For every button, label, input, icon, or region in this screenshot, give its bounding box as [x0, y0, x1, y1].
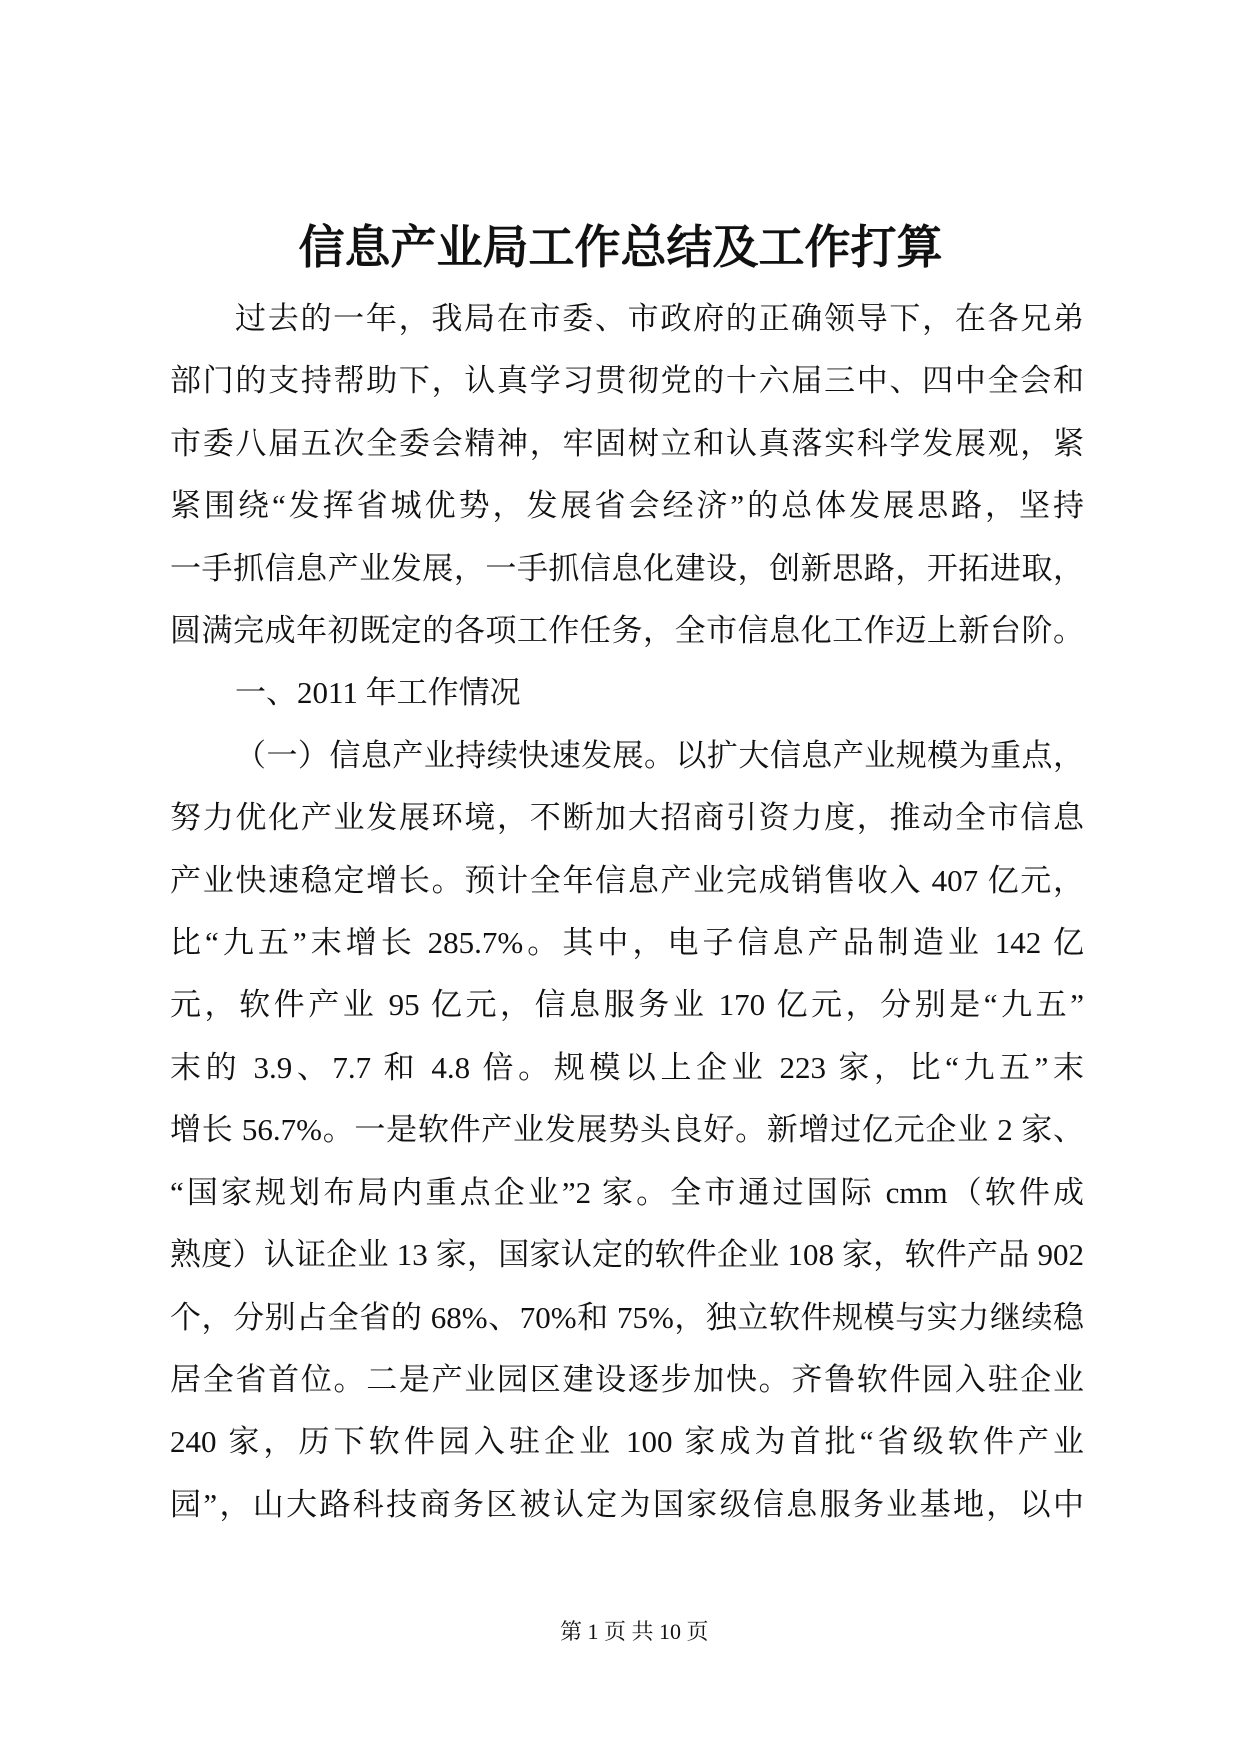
paragraph-line: 过去的一年，我局在市委、市政府的正确领导下，在各兄弟 — [235, 301, 1084, 336]
paragraph-line: 熟度）认证企业 13 家，国家认定的软件企业 108 家，软件产品 902 — [170, 1237, 1084, 1273]
paragraph-line: 园”，山大路科技商务区被认定为国家级信息服务业基地，以中 — [170, 1486, 1084, 1522]
paragraph-line: （一）信息产业持续快速发展。以扩大信息产业规模为重点， — [235, 737, 1084, 773]
paragraph-line: “国家规划布局内重点企业”2 家。全市通过国际 cmm（软件成 — [170, 1174, 1084, 1210]
paragraph-line: 努力优化产业发展环境，不断加大招商引资力度，推动全市信息 — [170, 800, 1084, 836]
paragraph-line: 个，分别占全省的 68%、70%和 75%，独立软件规模与实力继续稳 — [170, 1299, 1084, 1335]
section-heading: 一、2011 年工作情况 — [235, 675, 521, 711]
paragraph-line: 增长 56.7%。一是软件产业发展势头良好。新增过亿元企业 2 家、 — [170, 1112, 1084, 1148]
paragraph-line: 240 家，历下软件园入驻企业 100 家成为首批“省级软件产业 — [170, 1424, 1084, 1460]
page-number-footer: 第 1 页 共 10 页 — [560, 1619, 709, 1644]
paragraph-line: 比“九五”末增长 285.7%。其中，电子信息产品制造业 142 亿 — [170, 925, 1084, 961]
paragraph-line: 部门的支持帮助下，认真学习贯彻党的十六届三中、四中全会和 — [170, 363, 1084, 399]
paragraph-line: 居全省首位。二是产业园区建设逐步加快。齐鲁软件园入驻企业 — [170, 1361, 1084, 1397]
paragraph-line: 市委八届五次全委会精神，牢固树立和认真落实科学发展观，紧 — [170, 425, 1084, 461]
paragraph-line: 元，软件产业 95 亿元，信息服务业 170 亿元，分别是“九五” — [170, 987, 1084, 1023]
paragraph-line: 一手抓信息产业发展，一手抓信息化建设，创新思路，开拓进取， — [170, 550, 1084, 586]
paragraph-line: 圆满完成年初既定的各项工作任务，全市信息化工作迈上新台阶。 — [170, 613, 1084, 649]
document-title: 信息产业局工作总结及工作打算 — [298, 222, 943, 273]
paragraph-line: 产业快速稳定增长。预计全年信息产业完成销售收入 407 亿元， — [170, 862, 1084, 898]
paragraph-line: 末的 3.9、7.7 和 4.8 倍。规模以上企业 223 家，比“九五”末 — [170, 1049, 1084, 1085]
paragraph-line: 紧围绕“发挥省城优势，发展省会经济”的总体发展思路，坚持 — [170, 488, 1084, 524]
document-body — [170, 288, 1084, 1536]
